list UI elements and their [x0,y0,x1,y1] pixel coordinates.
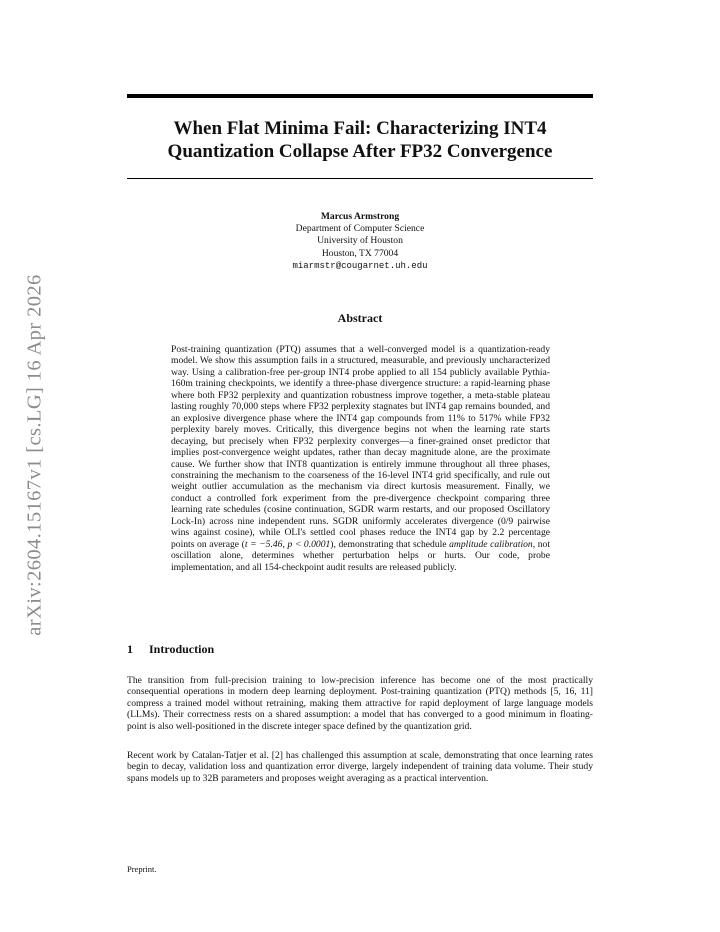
author-location: Houston, TX 77004 [321,247,399,259]
title-top-rule [127,94,593,98]
arxiv-identifier: arXiv:2604.15167v1 [cs.LG] 16 Apr 2026 [23,274,46,636]
arxiv-sidebar-stamp [22,260,48,650]
section-heading-introduction [127,642,593,657]
intro-paragraph-2: Recent work by Catalan-Tatjer et al. [2] has challenged this assumption at scale, demonstrating that once learning rates begin to decay, validation loss and quantization error diverge, largely independent of training data volume. Their study spans models up to 32B parameters and proposes weight averaging as a practical intervention. [127,750,593,784]
abstract-statistic: t = −5.46, p < 0.0001 [244,538,331,550]
title-line-1: When Flat Minima Fail: Characterizing INT4 [173,118,547,139]
author-department: Department of Computer Science [295,223,425,235]
abstract-text-3: , not oscillation alone, determines whether perturbation helps or hurts. Our code, probe implementation, and all 154-checkpoint audit results are released publicly. [171,538,550,573]
abstract-heading: Abstract [337,311,383,325]
author-block [127,211,593,272]
title-bottom-rule [127,178,593,179]
section-title: Introduction [149,642,215,656]
title-line-2: Quantization Collapse After FP32 Convergence [167,141,553,162]
abstract-text-2: ), demonstrating that schedule [330,538,450,550]
paper-title [127,117,593,163]
footer-preprint-label: Preprint. [127,864,157,874]
section-number: 1 [127,642,133,656]
abstract-body [171,344,550,573]
author-email: miarmstr@cougarnet.uh.edu [292,260,428,271]
author-name: Marcus Armstrong [320,211,400,222]
abstract-emphasis: amplitude calibration [449,538,533,550]
intro-paragraph-1: The transition from full-precision training to low-precision inference has become one of the most practically consequential operations in modern deep learning deployment. Post-training quantization (PTQ) methods [5, 16, 11] compress a trained model without retraining, making them attractive for rapid deployment of large language models (LLMs). Their correctness rests on a shared assumption: a model that has converged to a good minimum in floating-point is also well-positioned in the discrete integer space defined by the quantization grid. [127,675,593,732]
abstract-text-1: Post-training quantization (PTQ) assumes that a well-converged model is a quantization-ready model. We show this assumption fails in a structured, measurable, and previously uncharacterized way. Using a calibration-free per-group INT4 probe applied to all 154 publicly available Pythia-160m training checkpoints, we identify a three-phase divergence structure: a rapid-learning phase where both FP32 perplexity and quantization robustness improve together, a meta-stable plateau lasting roughly 70,000 steps where FP32 perplexity stagnates but INT4 gap remains bounded, and an explosive divergence phase where the INT4 gap compounds from 11% to 517% while FP32 perplexity barely moves. Critically, this divergence begins not when the learning rate starts decaying, but precisely when FP32 perplexity converges—a finer-grained onset predictor that implies post-convergence weight updates, rather than decay magnitude alone, are the proximate cause. We further show that INT8 quantization is entirely immune throughout all three phases, constraining the mechanism to the coarseness of the 16-level INT4 grid specifically, and rule out weight outlier accumulation as the mechanism via direct kurtosis measurement. Finally, we conduct a controlled fork experiment from the pre-divergence checkpoint comparing three learning rate schedules (cosine continuation, SGDR warm restarts, and our proposed Oscillatory Lock-In) across nine independent runs. SGDR uniformly accelerates divergence (0/9 pairwise wins against cosine), while OLI's settled cool phases reduce the INT4 gap by 2.2 percentage points on average ( [171,344,550,550]
author-university: University of Houston [317,235,403,247]
